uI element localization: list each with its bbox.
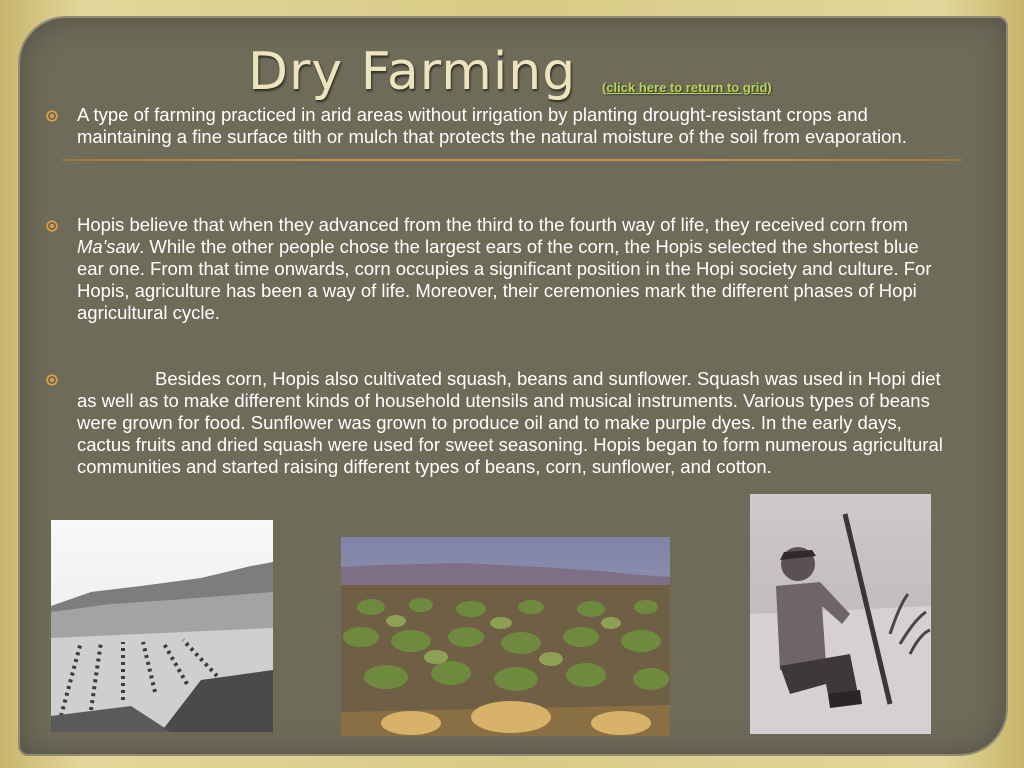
bullet-item — [46, 214, 946, 324]
bullet-text-part: Besides corn, Hopis also cultivated squash, beans and sunflower. Squash was used in Hopi diet as well as to make different kinds of household utensils and musical instruments. Various types of beans were grown for food. Sunflower was grown to produce oil and to make purple dyes. In the early days, cactus fruits and dried squash were used for sweet seasoning. Hopis began to form numerous agricultural communities and started raising different types of beans, corn, sunflower, and cotton. — [77, 368, 943, 477]
corn-field-photo — [341, 537, 670, 736]
bullet-text — [77, 214, 946, 324]
bullet-circle-icon — [46, 110, 58, 122]
title-divider — [62, 159, 962, 161]
dry-farm-fields-photo — [51, 520, 273, 732]
bullet-text-part: . While the other people chose the largest ears of the corn, the Hopis selected the shortest blue ear one. From that time onwards, corn occupies a significant position in the Hopi society and culture. For Hopis, agriculture has been a way of life. Moreover, their ceremonies mark the different phases of Hopi agricultural cycle. — [77, 236, 932, 323]
return-to-grid-link[interactable]: (click here to return to grid) — [602, 80, 772, 95]
bullet-circle-icon — [46, 374, 58, 386]
bullet-text — [77, 368, 946, 478]
bullet-item — [46, 104, 946, 148]
bullet-circle-icon — [46, 220, 58, 232]
bullet-item — [46, 368, 946, 478]
bullet-text-italic: Ma'saw — [77, 236, 140, 257]
hopi-farmer-photo — [750, 494, 931, 734]
bullet-text-part: Hopis believe that when they advanced from the third to the fourth way of life, they received corn from — [77, 214, 908, 235]
slide-title: Dry Farming — [248, 42, 577, 102]
bullet-text: A type of farming practiced in arid areas without irrigation by planting drought-resistant crops and maintaining a fine surface tilth or mulch that protects the natural moisture of the soil from evaporation. — [77, 104, 907, 147]
